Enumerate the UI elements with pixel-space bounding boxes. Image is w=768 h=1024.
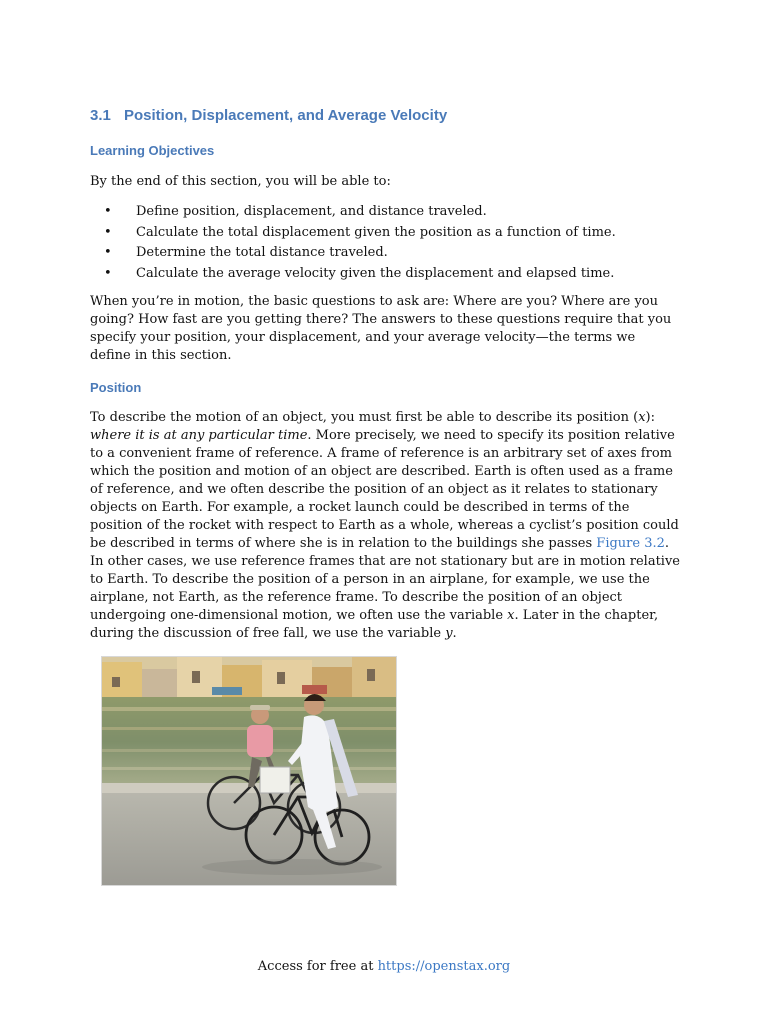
objective-item: • Calculate the average velocity given the displacement and elapsed time. [90,264,690,285]
openstax-link[interactable]: https://openstax.org [377,959,511,974]
learning-objectives-heading: Learning Objectives [90,143,215,158]
objective-item: • Determine the total distance traveled. [90,243,690,264]
emphasis-text: where it is at any particular time [90,428,308,443]
cyclists-photo [101,656,397,886]
section-title [90,107,447,124]
intro-paragraph: When you’re in motion, the basic questions to ask are: Where are you? Where are you going? How fast are you getting there? The answers to these questions require that you specify your position, your displacement, and your average velocity—the terms we define in this section. [90,294,672,363]
bullet-icon: • [104,224,112,240]
objectives-list [90,202,690,284]
objective-item: • Calculate the total displacement given the position as a function of time. [90,223,690,244]
objectives-intro: By the end of this section, you will be able to: [90,174,391,189]
bullet-icon: • [104,204,112,219]
variable-x: x [507,608,515,623]
variable-x: x [638,410,646,425]
cyclists-photo-image [102,657,396,885]
bullet-icon: • [104,245,112,260]
bullet-icon: • [104,265,112,281]
section-title-text: Position, Displacement, and Average Velocity [124,107,448,124]
section-number: 3.1 [90,107,111,124]
footer [0,959,768,974]
footer-text: Access for free at [257,959,378,974]
position-heading: Position [90,380,142,395]
objective-item: • Define position, displacement, and distance traveled. [90,202,690,223]
position-paragraph: To describe the motion of an object, you must first be able to describe its position (x): where it is at any particular time. More precisely, we need to specify its position relative to a convenient frame of reference. A frame of reference is an arbitrary set of axes from which the position and motion of an object are described. Earth is often used as a frame of reference, and we often describe the position of an object as it relates to stationary objects on Earth. For example, a rocket launch could be described in terms of the position of the rocket with respect to Earth as a whole, whereas a cyclist’s position could be described in terms of where she is in relation to the buildings she passes Figure 3.2. In other cases, we use reference frames that are not stationary but are in motion relative to Earth. To describe the position of a person in an airplane, for example, we use the airplane, not Earth, as the reference frame. To describe the position of an object undergoing one-dimensional motion, we often use the variable x. Later in the chapter, during the discussion of free fall, we use the variable y. [90,410,680,641]
variable-y: y [445,626,453,641]
figure-3-2-link[interactable]: Figure 3.2 [596,536,665,551]
